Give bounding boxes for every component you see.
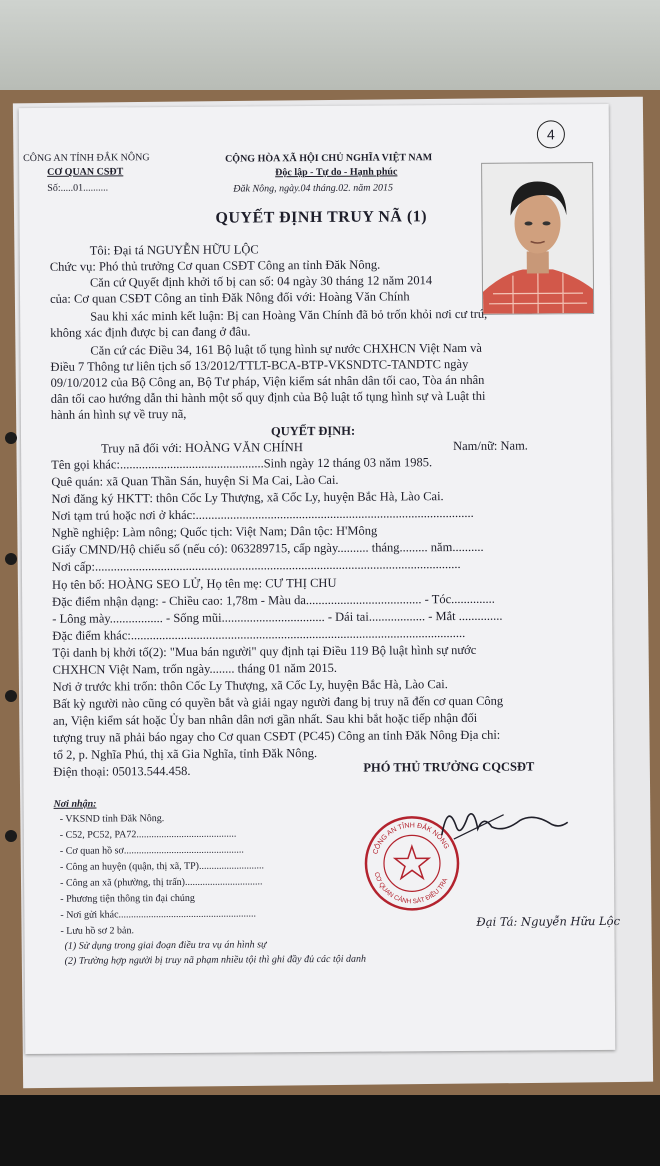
footnote-1: (1) Sử dụng trong giai đoạn điều tra vụ án hình sự [64, 939, 267, 952]
background-top [0, 0, 660, 90]
decision-heading: QUYẾT ĐỊNH: [270, 423, 356, 439]
basis-2c: 09/10/2012 của Bộ Công an, Bộ Tư pháp, Viện kiểm sát nhân dân tối cao, Tòa án nhân [50, 372, 485, 390]
issuer-position: Chức vụ: Phó thủ trưởng Cơ quan CSĐT Công an tỉnh Đăk Nông. [49, 257, 381, 274]
conclusion-b: không xác định được bị can đang ở đâu. [50, 324, 251, 340]
recipient-item: - C52, PC52, PA72........................................ [59, 828, 237, 841]
issuer: Tôi: Đại tá NGUYỄN HỮU LỘC [89, 242, 259, 258]
charge-a: Tội danh bị khởi tố(2): "Mua bán người" quy định tại Điều 119 Bộ luật hình sự nước [52, 642, 477, 660]
registered-residence: Nơi đăng ký HKTT: thôn Cốc Ly Thượng, xã Cốc Ly, huyện Bắc Hà, Lào Cai. [51, 489, 444, 506]
hometown: Quê quán: xã Quan Thần Sán, huyện Si Ma Cai, Lào Cai. [51, 472, 339, 489]
features-1: Đặc điểm nhận dạng: - Chiều cao: 1,78m - Màu da..................................... - Tóc.............. [52, 591, 495, 609]
signature [434, 794, 574, 855]
gender: Nam/nữ: Nam. [453, 438, 528, 454]
binder-hole [5, 553, 17, 565]
recipient-item: - Công an xã (phường, thị trấn)............................... [60, 876, 263, 889]
recipient-item: - VKSND tỉnh Đăk Nông. [59, 813, 165, 825]
parents: Họ tên bố: HOÀNG SEO LỬ, Họ tên mẹ: CƯ THỊ CHU [51, 575, 337, 592]
basis-2e: hành án hình sự về truy nã, [50, 406, 187, 422]
national-motto: Độc lập - Tự do - Hạnh phúc [275, 166, 398, 179]
recipient-item: - Công an huyện (quận, thị xã, TP).......................... [59, 860, 265, 873]
prior-residence: Nơi ở trước khi trốn: thôn Cốc Ly Thượng, xã Cốc Ly, huyện Bắc Hà, Lào Cai. [52, 677, 448, 694]
conclusion-a: Sau khi xác minh kết luận: Bị can Hoàng Văn Chính đã bỏ trốn khỏi nơi cư trú, [90, 306, 488, 324]
seal-text-bottom: CƠ QUAN CẢNH SÁT ĐIỀU TRA [372, 871, 450, 906]
other-features: Đặc điểm khác:........................................................................................................... [52, 625, 466, 643]
basis-2b: Điều 7 Thông tư liên tịch số 13/2012/TTLT-BCA-BTP-VKSNDTC-TANDTC ngày [50, 356, 469, 374]
signer-name: Đại Tá: Nguyễn Hữu Lộc [476, 913, 621, 929]
arrest-notice-c: tượng truy nã phải báo ngay cho Cơ quan CSĐT (PC45) Công an tỉnh Đăk Nông Địa chỉ: [53, 727, 501, 745]
footnote-2: (2) Trường hợp người bị truy nã phạm nhiều tội thì ghi đầy đủ các tội danh [64, 953, 367, 967]
document-title: QUYẾT ĐỊNH TRUY NÃ (1) [215, 208, 428, 227]
arrest-notice-a: Bất kỳ người nào cũng có quyền bắt và giải ngay người đang bị truy nã đến cơ quan Công [52, 693, 504, 711]
agency-unit: CƠ QUAN CSĐT [47, 166, 124, 178]
id-card: Giấy CMND/Hộ chiếu số (nếu có): 063289715, cấp ngày.......... tháng......... năm.......... [51, 539, 484, 557]
suspect-photo [481, 162, 594, 315]
recipient-item: - Lưu hồ sơ 2 bản. [60, 925, 134, 937]
signer-title: PHÓ THỦ TRƯỞNG CQCSĐT [363, 759, 535, 775]
background-bottom [0, 1095, 660, 1166]
recipient-item: - Phương tiện thông tin đại chúng [60, 892, 195, 905]
issue-place: Nơi cấp:..................................................................................................................... [51, 556, 461, 574]
features-2: - Lông mày................. - Sống mũi................................. - Dái tai.................. - Mắt .............. [52, 608, 503, 626]
basis-2a: Căn cứ các Điều 34, 161 Bộ luật tố tụng hình sự nước CHXHCN Việt Nam và [90, 340, 482, 358]
arrest-notice-d: tổ 2, p. Nghĩa Phú, thị xã Gia Nghĩa, tỉnh Đăk Nông. [53, 746, 318, 762]
document-number: Số:.....01.......... [47, 182, 109, 194]
charge-b: CHXHCN Việt Nam, trốn ngày........ tháng 01 năm 2015. [52, 660, 337, 677]
phone: Điện thoại: 05013.544.458. [53, 763, 191, 779]
recipient-item: - Nơi gửi khác....................................................... [60, 908, 257, 921]
binder-hole [5, 432, 17, 444]
binder-hole [5, 690, 17, 702]
binder-hole [5, 830, 17, 842]
recipients-title: Nơi nhận: [53, 798, 97, 810]
seal-text-top: CÔNG AN TỈNH ĐẮK NÔNG [372, 822, 450, 856]
occupation: Nghề nghiệp: Làm nông; Quốc tịch: Việt Nam; Dân tộc: H'Mông [51, 523, 378, 540]
recipient-item: - Cơ quan hồ sơ................................................ [59, 844, 244, 857]
basis-2d: dân tối cao hướng dẫn thi hành một số quy định của Bộ luật tố tụng hình sự và Luật thi [50, 388, 486, 406]
wanted-person: Truy nã đối với: HOÀNG VĂN CHÍNH [101, 440, 303, 456]
national-title: CỘNG HÒA XÃ HỘI CHỦ NGHĨA VIỆT NAM [225, 152, 433, 165]
alias-birthdate: Tên gọi khác:..............................................Sinh ngày 12 tháng 03 năm 1985. [51, 455, 433, 472]
document-date: Đăk Nông, ngày.04 tháng.02. năm 2015 [233, 182, 394, 195]
basis-1b: của: Cơ quan CSĐT Công an tỉnh Đăk Nông đối với: Hoàng Văn Chính [49, 289, 410, 306]
arrest-notice-b: an, Viện kiểm sát hoặc Ủy ban nhân dân nơi gần nhất. Sau khi bắt hoặc tiếp nhận đối [52, 710, 478, 728]
basis-1a: Căn cứ Quyết định khởi tố bị can số: 04 ngày 30 tháng 12 năm 2014 [89, 273, 433, 290]
page-number: 4 [537, 120, 565, 148]
temporary-residence: Nơi tạm trú hoặc nơi ở khác:......................................................................................... [51, 505, 474, 523]
agency-name: CÔNG AN TỈNH ĐẮK NÔNG [23, 152, 150, 165]
document-page [19, 104, 621, 1054]
